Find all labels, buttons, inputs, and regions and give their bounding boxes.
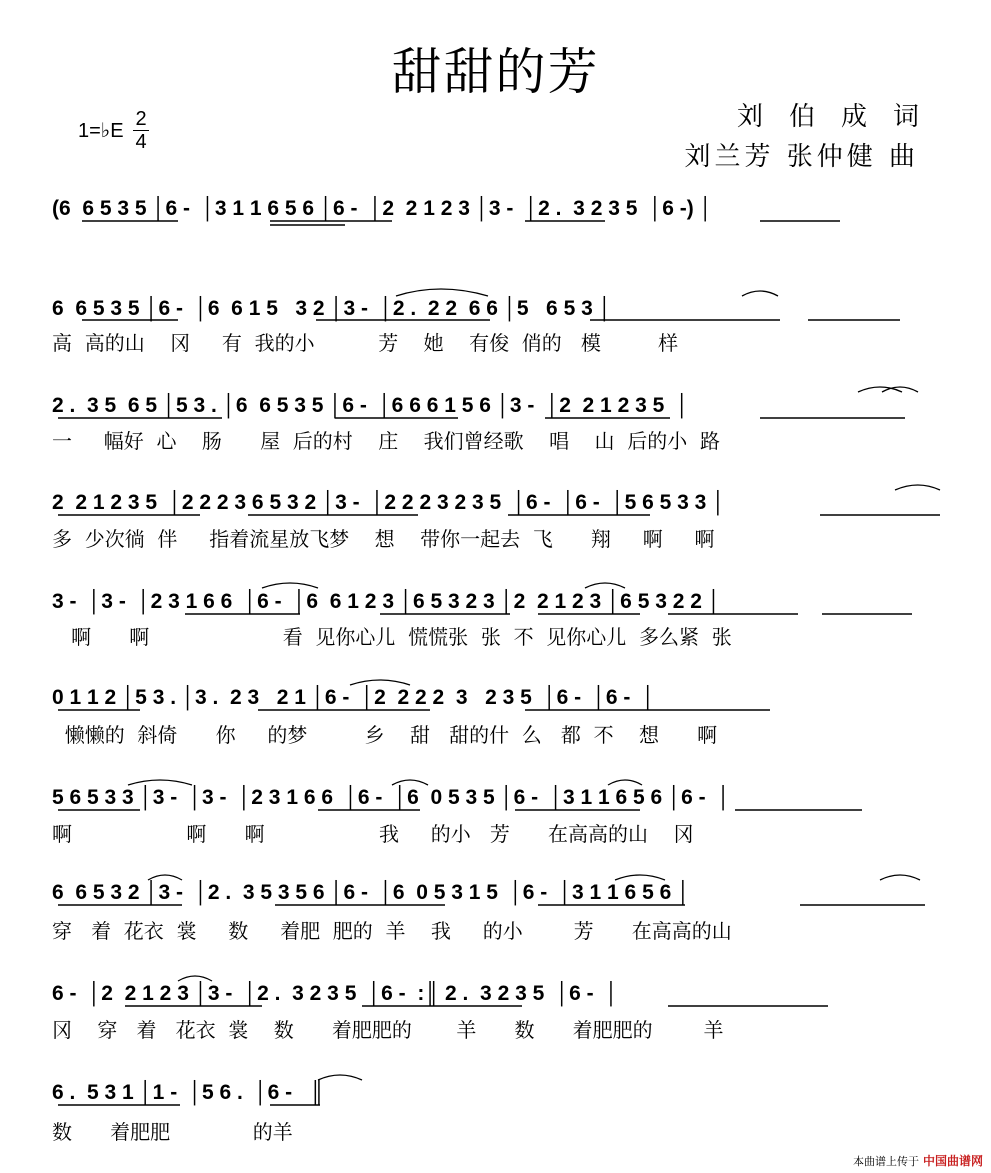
score-row-8-notes: 6 6 5 3 2 │3 - │2 . 3 5 3 5 6 │6 - │6 0 5 3 1 5 │6 - │3 1 1 6 5 6 │ [52, 881, 691, 904]
score-row-9-notes: 6 - │2 2 1 2 3 │3 - │2 . 3 2 3 5 │6 - :║ 2 . 3 2 3 5 │6 - │ [52, 982, 619, 1005]
score-row-8-lyric: 穿 着 花衣 裳 数 着肥 肥的 羊 我 的小 芳 在高高的山 [52, 919, 732, 943]
key-signature: 1=♭E [78, 120, 124, 142]
score-row-4-lyric: 多 少次徜 伴 指着流星放飞梦 想 带你一起去 飞 翔 啊 啊 [52, 527, 715, 551]
score-row-10-notes: 6 . 5 3 1 │1 - │5 6 . │6 - ║ [52, 1081, 325, 1104]
time-signature-bottom: 4 [135, 131, 147, 153]
footer-text: 本曲谱上传于 [852, 1154, 919, 1168]
footer-watermark [853, 1152, 983, 1169]
score-row-6-notes: 0 1 1 2 │5 3 . │3 . 2 3 2 1 │6 - │2 2 2 2 3 2 3 5 │6 - │6 - │ [52, 686, 656, 709]
score-row-2-lyric: 高 高的山 冈 有 我的小 芳 她 有俊 俏的 模 样 [52, 331, 679, 355]
score-row-3-lyric: 一 幅好 心 肠 屋 后的村 庄 我们曾经歌 唱 山 后的小 路 [52, 429, 720, 453]
score-row-7-lyric: 啊 啊 啊 我 的小 芳 在高高的山 冈 [52, 822, 694, 846]
composer-credit: 刘兰芳 张仲健 曲 [684, 142, 919, 172]
score-row-3-notes: 2 . 3 5 6 5 │5 3 . │6 6 5 3 5 │6 - │6 6 6 1 5 6 │3 - │2 2 1 2 3 5 │ [52, 394, 690, 417]
score-row-5-notes: 3 - │3 - │2 3 1 6 6 │6 - │6 6 1 2 3 │6 5 3 2 3 │2 2 1 2 3 │6 5 3 2 2 │ [52, 590, 721, 613]
score-row-4-notes: 2 2 1 2 3 5 │2 2 2 3 6 5 3 2 │3 - │2 2 2 3 2 3 5 │6 - │6 - │5 6 5 3 3 │ [52, 491, 726, 514]
score-row-2-notes: 6 6 5 3 5 │6 - │6 6 1 5 3 2 │3 - │2 . 2 2 6 6 │5 6 5 3 │ [52, 297, 612, 320]
score-row-7-notes: 5 6 5 3 3 │3 - │3 - │2 3 1 6 6 │6 - │6 0 5 3 5 │6 - │3 1 1 6 5 6 │6 - │ [52, 786, 731, 809]
score-row-1-notes: (6 6 5 3 5 │6 - │3 1 1 6 5 6 │6 - │2 2 1 2 3 │3 - │2 . 3 2 3 5 │6 -) │ [52, 197, 713, 220]
page-title: 甜甜的芳 [391, 43, 600, 101]
lyricist-credit: 刘伯成词 [736, 102, 945, 132]
time-signature [132, 108, 150, 153]
score-row-10-lyric: 数 着肥肥 的羊 [52, 1120, 293, 1144]
score-row-9-lyric: 冈 穿 着 花衣 裳 数 着肥肥的 羊 数 着肥肥的 羊 [52, 1018, 724, 1042]
score-row-6-lyric: 懒懒的 斜倚 你 的梦 乡 甜 甜的什 么 都 不 想 啊 [52, 723, 718, 747]
time-signature-top: 2 [135, 108, 147, 130]
site-logo: 中国曲谱网 [922, 1154, 983, 1168]
score-row-5-lyric: 啊 啊 看 见你心儿 慌慌张 张 不 见你心儿 多么紧 张 [52, 625, 732, 649]
